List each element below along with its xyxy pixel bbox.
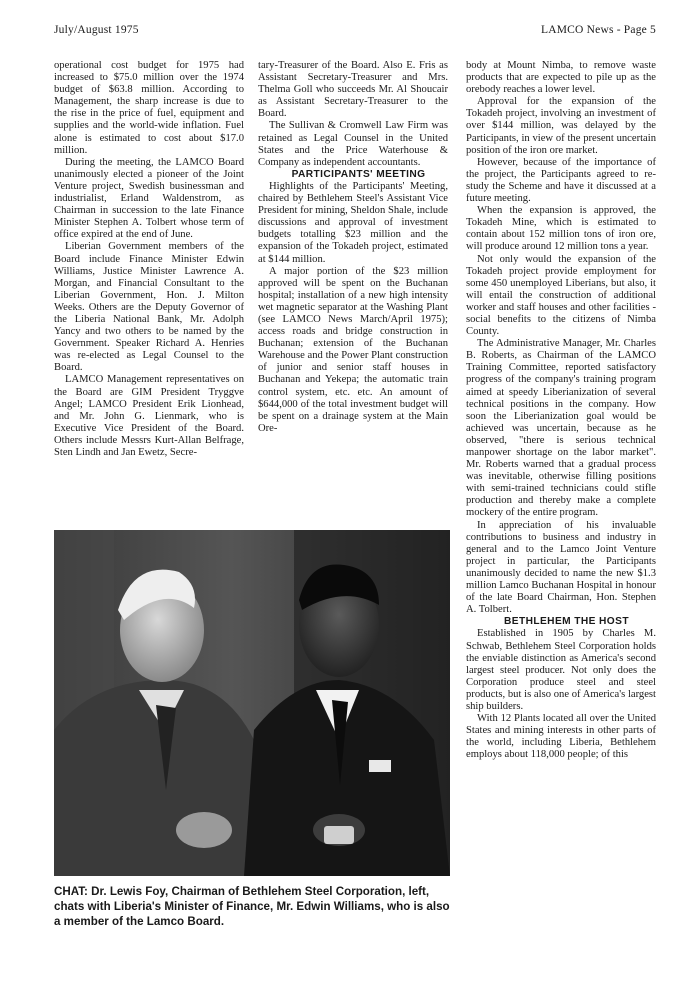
paragraph: body at Mount Nimba, to remove waste products that are expected to pile up as the orebody reaches a lower level. [466,60,656,96]
news-photo [54,530,450,876]
paragraph: However, because of the importance of the project, the Participants agreed to re-study the Scheme and have it discussed at a future meeting. [466,156,656,205]
paragraph: In appreciation of his invaluable contributions to business and industry in general and to the Lamco Joint Venture project in particular, the Participants unanimously decided to name the new $1.3 million Lamco Buchanan Hospital in honour of the late Board Chairman, Hon. Stephen A. Tolbert. [466,519,656,616]
paragraph: LAMCO Management representatives on the Board are GIM President Tryggve Angel; LAMCO President Erik Lionhead, and Mr. John G. Lienmark, who is Executive Vice President of the Board. Others include Messrs Kurt-Allan Belfrage, Sten Lindh and Jan Ewetz, Secre- [54,374,244,458]
article-column-1 [54,60,244,459]
paragraph: operational cost budget for 1975 had increased to $75.0 million over the 1974 budget of $63.8 million. According to Management, the sharp increase is due to the rise in the price of fuel, equipment and supplies and the world-wide inflation. Fuel alone is estimated to cost about $17.0 million. [54,60,244,156]
paragraph: A major portion of the $23 million approved will be spent on the Buchanan hospital; installation of a new high intensity wet magnetic separator at the Washing Plant (see LAMCO News March/April 1975); access roads and bridge construction in Buchanan; extension of the Buchanan Warehouse and the Power Plant construction of junior and senior staff houses in Buchanan and Yekepa; the automatic train control system, etc. etc. An amount of $644,000 of the total investment budget will be spent on a drainage system at the Main Ore- [258,265,448,434]
paragraph: When the expansion is approved, the Tokadeh Mine, which is estimated to contain about 152 million tons of iron ore, will produce around 12 million tons a year. [466,205,656,253]
paragraph: With 12 Plants located all over the United States and mining interests in other parts of the world, including Liberia, Bethlehem employs about 118,000 people; of this [466,713,656,761]
article-column-2 [258,60,448,435]
paragraph: Approval for the expansion of the Tokadeh project, involving an investment of over $144 million, was delayed by the Participants, in view of the present uncertain position of the iron ore market. [466,96,656,156]
article-column-3 [466,60,656,761]
paragraph: Liberian Government members of the Board include Finance Minister Edwin Williams, Justice Minister Lawrence A. Morgan, and Financial Consultant to the Liberian Government, Hon. J. Milton Weeks. Others are the Deputy Governor of the Liberia National Bank, Mr. Adolph Yancy and two others to be named by the Government. Speaker Richard A. Henries was re-elected as Legal Counsel to the Board. [54,241,244,374]
paragraph: Established in 1905 by Charles M. Schwab, Bethlehem Steel Corporation holds the enviable distinction as America's second largest steel producer. Not only does the Corporation produce steel and steel products, but is also one of America's largest ship builders. [466,628,656,712]
section-heading: PARTICIPANTS' MEETING [291,168,426,180]
paragraph: Highlights of the Participants' Meeting, chaired by Bethlehem Steel's Assistant Vice President for mining, Sheldon Shale, include discussions and approval of investment budgets totalling $23 million and the expansion of the Tokadeh project, estimated at $144 million. [258,180,448,265]
page-number: LAMCO News - Page 5 [541,24,656,36]
issue-date: July/August 1975 [54,24,139,36]
photo-illustration [54,530,450,876]
paragraph: Not only would the expansion of the Tokadeh project provide employment for some 450 unemployed Liberians, but also, it will entail the construction of additional worker and staff houses and other facilities - social benefits to the citizens of Nimba County. [466,253,656,338]
photo-caption: CHAT: Dr. Lewis Foy, Chairman of Bethlehem Steel Corporation, left, chats with Liberia's Minister of Finance, Mr. Edwin Williams, who is also a member of the Lamco Board. [54,885,450,928]
section-heading: BETHLEHEM THE HOST [504,616,629,628]
page-header [54,24,656,36]
paragraph: The Administrative Manager, Mr. Charles B. Roberts, as Chairman of the LAMCO Training Committee, reported satisfactory progress of the company's training program aimed at speedy Liberianization of several technical positions in the company. How soon the Liberianization goal would be achieved was uncertain, because as he observed, "there is serious technical manpower shortage on the labor market". Mr. Roberts warned that a gradual process was inevitable, otherwise filling positions with semi-trained technicians could stifle production and thereby make a complete mockery of the entire program. [466,338,656,519]
paragraph: During the meeting, the LAMCO Board unanimously elected a pioneer of the Joint Venture project, Swedish businessman and industrialist, Erland Waldenstrom, as Chairman in succession to the late Finance Minister Stephen A. Tolbert whose term of office expired at the end of June. [54,156,244,241]
paragraph: tary-Treasurer of the Board. Also E. Fris as Assistant Secretary-Treasurer and Mrs. Thelma Goll who succeeds Mr. Al Shoucair as Assistant Secretary-Treasurer to the Board. [258,60,448,120]
paragraph: The Sullivan & Cromwell Law Firm was retained as Legal Counsel in the United States and the Price Waterhouse & Company as independent accountants. [258,120,448,168]
